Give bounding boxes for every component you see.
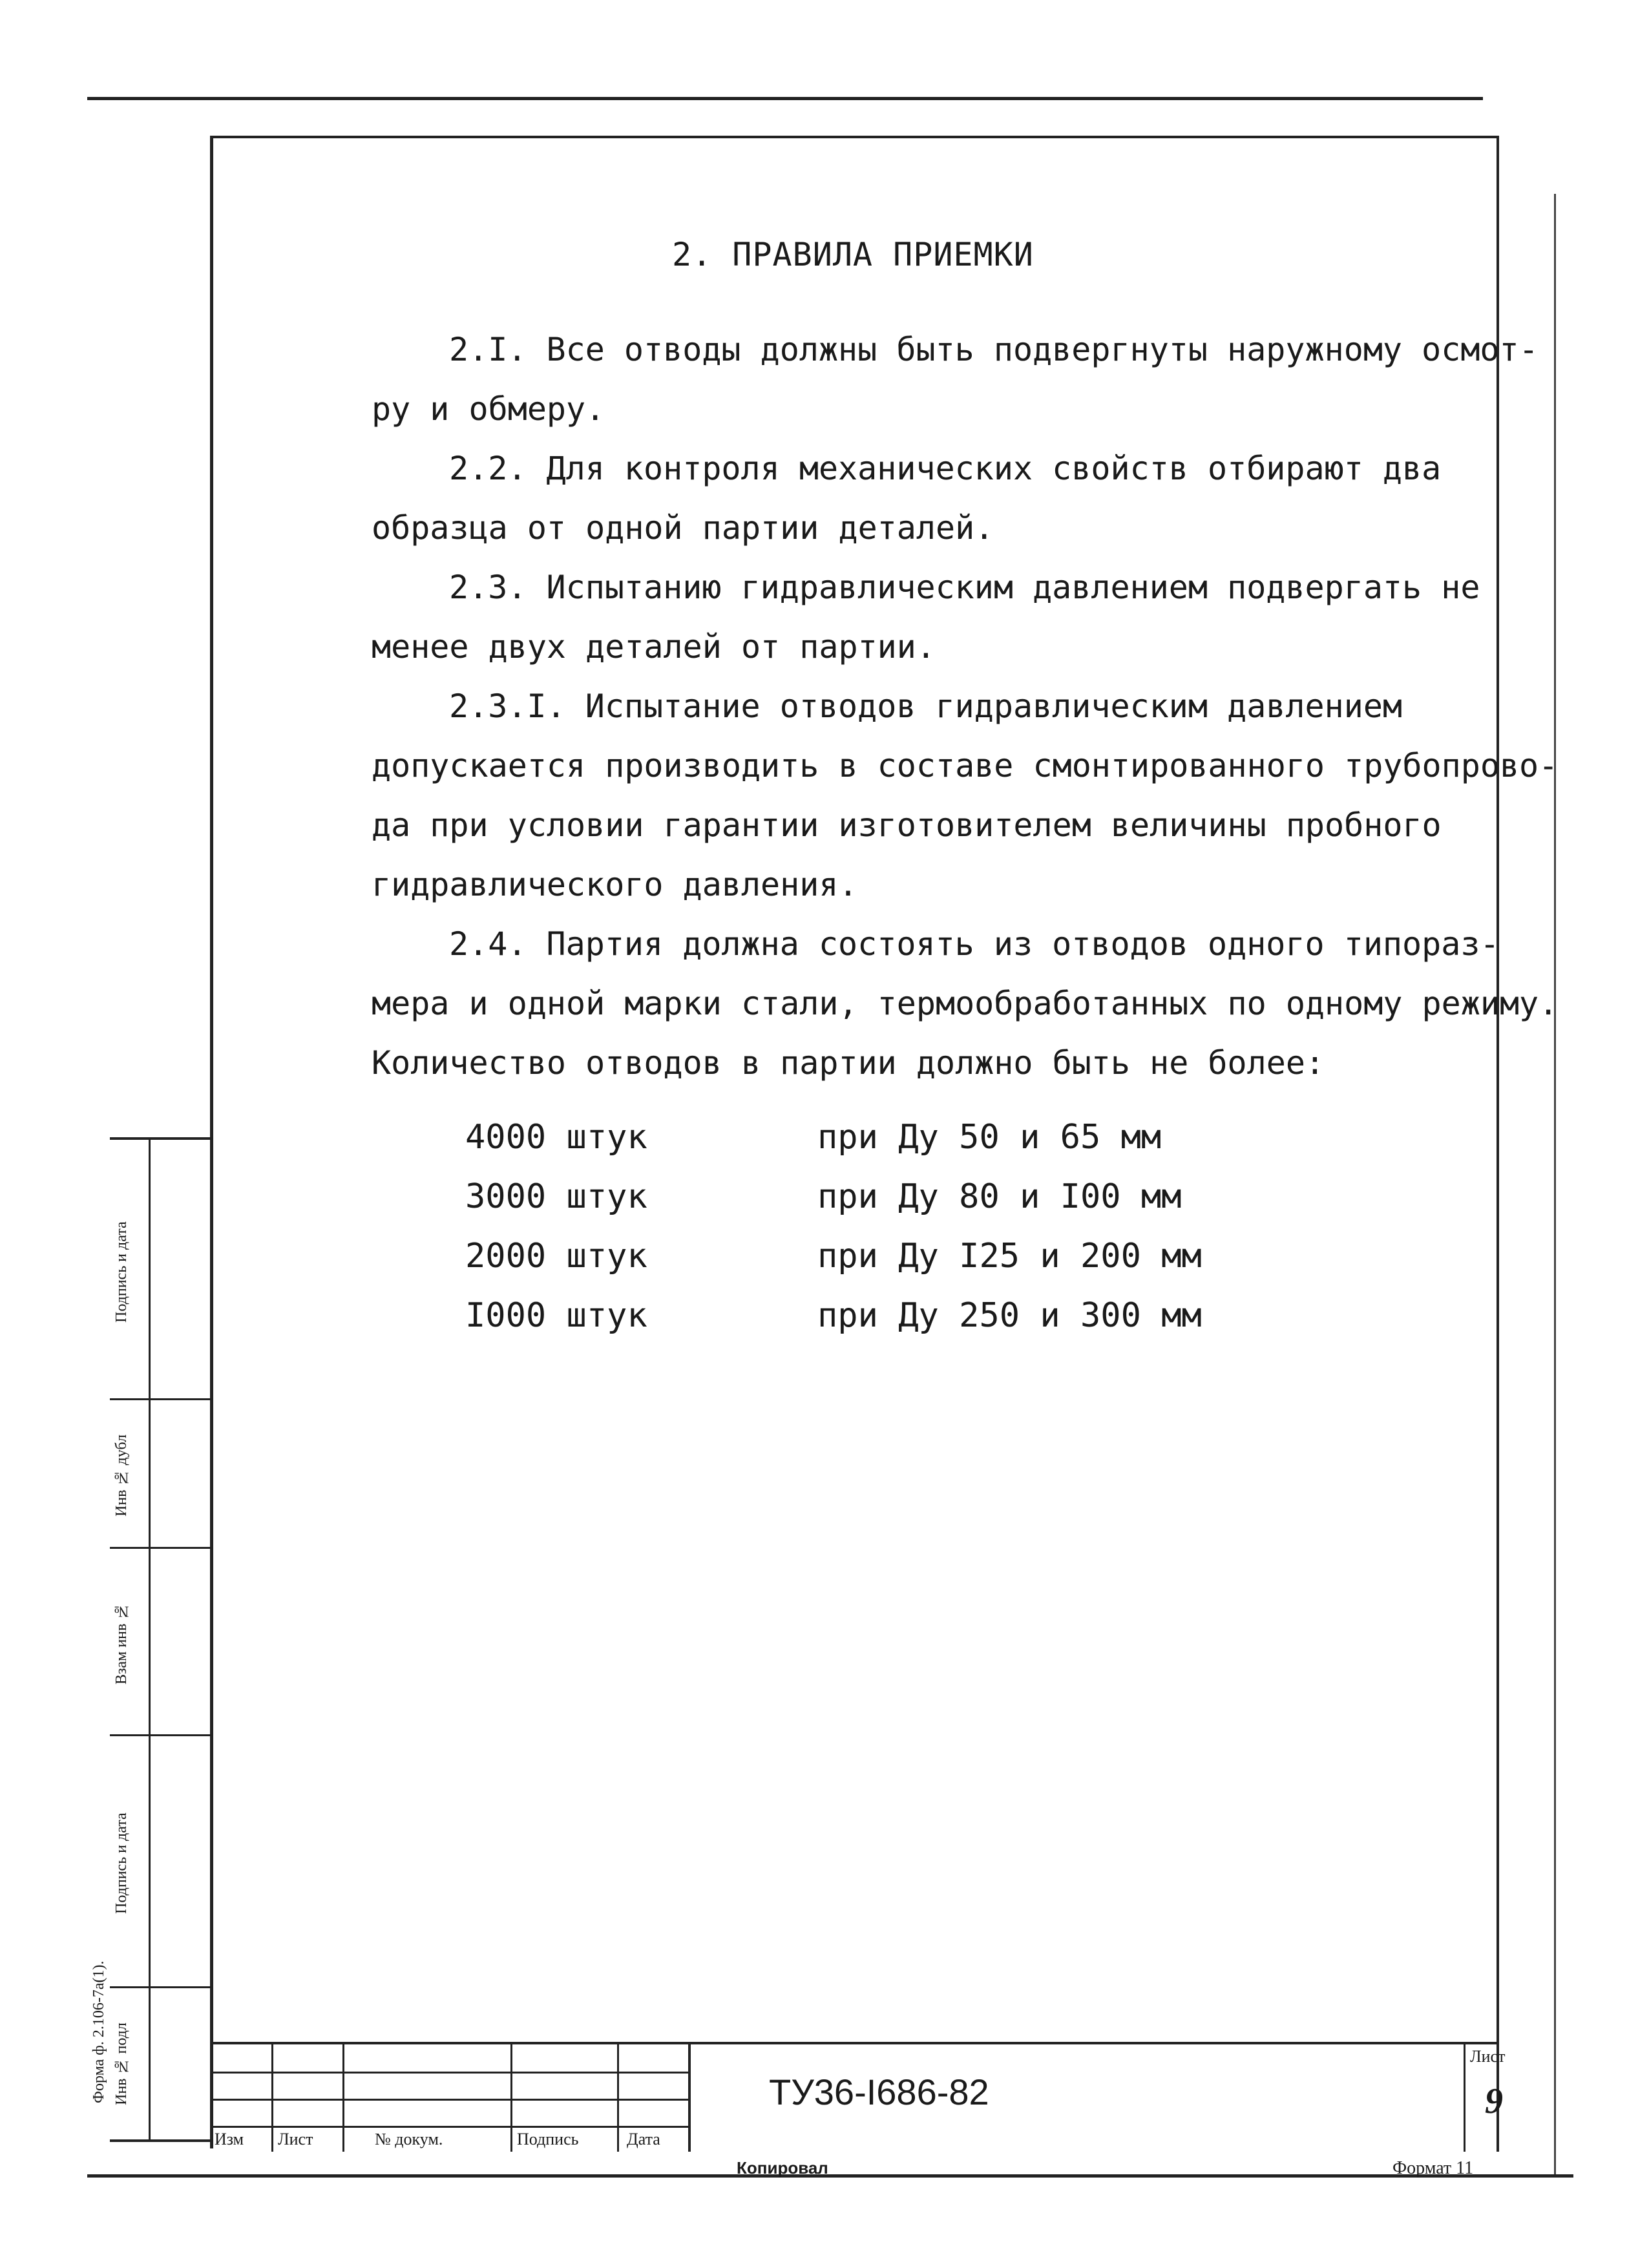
quantity-value: 3000 штук xyxy=(465,1177,647,1216)
para-2-3-1-line4: гидравлического давления. xyxy=(372,866,858,903)
margin-stamp xyxy=(110,1137,213,2142)
grid-line xyxy=(617,2044,619,2152)
para-2-3-1-line2: допускается производить в составе смонтированного трубопрово- xyxy=(372,747,1559,784)
para-2-1-line1: 2.I. Все отводы должны быть подвергнуты наружному осмот- xyxy=(449,331,1539,368)
header-dokum: № докум. xyxy=(375,2130,443,2148)
header-podpis: Подпись xyxy=(517,2130,579,2148)
sheet-label: Лист xyxy=(1470,2047,1506,2066)
para-2-3-line1: 2.3. Испытанию гидравлическим давлением подвергать не xyxy=(449,569,1480,606)
header-list: Лист xyxy=(278,2130,313,2148)
para-2-3-1-line3: да при условии гарантии изготовителем величины пробного xyxy=(372,806,1442,844)
stamp-podpis-data-1: Подпись и дата xyxy=(113,1221,130,1323)
stamp-divider xyxy=(110,1547,213,1549)
sheet-number: 9 xyxy=(1485,2081,1503,2121)
quantity-value: 4000 штук xyxy=(465,1118,647,1157)
para-2-2-line1: 2.2. Для контроля механических свойств отбирают два xyxy=(449,450,1442,487)
copied-label: Копировал xyxy=(737,2158,828,2178)
grid-line xyxy=(510,2044,512,2152)
stamp-divider xyxy=(110,1398,213,1400)
grid-line xyxy=(213,2072,688,2074)
para-2-3-1-line1: 2.3.I. Испытание отводов гидравлическим давлением xyxy=(449,688,1403,725)
quantity-condition: при Ду I25 и 200 мм xyxy=(817,1237,1202,1276)
form-code: Форма ф. 2.106-7а(1). xyxy=(90,1960,107,2104)
stamp-divider xyxy=(110,1986,213,1988)
quantity-condition: при Ду 250 и 300 мм xyxy=(817,1296,1202,1335)
grid-line xyxy=(342,2044,344,2152)
header-izm: Изм xyxy=(215,2130,244,2148)
grid-line xyxy=(271,2044,273,2152)
stamp-inv-podl: Инв № подл xyxy=(113,2022,130,2105)
right-edge-line xyxy=(1554,194,1556,2178)
para-2-4-line3: Количество отводов в партии должно быть не более: xyxy=(372,1044,1325,1082)
title-block-grid xyxy=(213,2044,691,2152)
quantity-condition: при Ду 50 и 65 мм xyxy=(817,1118,1162,1157)
format-label: Формат 11 xyxy=(1392,2158,1474,2178)
stamp-inv-dubl: Инв № дубл xyxy=(113,1434,130,1517)
grid-line xyxy=(213,2126,688,2128)
stamp-podpis-data-2: Подпись и дата xyxy=(113,1812,130,1915)
section-title: 2. ПРАВИЛА ПРИЕМКИ xyxy=(672,236,1034,273)
stamp-divider xyxy=(110,1734,213,1736)
header-data: Дата xyxy=(627,2130,660,2148)
para-2-4-line2: мера и одной марки стали, термообработанных по одному режиму. xyxy=(372,985,1559,1022)
para-2-3-line2: менее двух деталей от партии. xyxy=(372,628,936,666)
top-rule xyxy=(87,97,1483,100)
para-2-2-line2: образца от одной партии деталей. xyxy=(372,509,994,547)
para-2-4-line1: 2.4. Партия должна состоять из отводов одного типораз- xyxy=(449,925,1500,963)
para-2-1-line2: ру и обмеру. xyxy=(372,390,605,428)
document-code: ТУ36-I686-82 xyxy=(769,2072,989,2112)
quantity-value: 2000 штук xyxy=(465,1237,647,1276)
stamp-vzam-inv: Взам инв № xyxy=(113,1602,130,1685)
bottom-rule xyxy=(87,2174,1573,2178)
quantity-value: I000 штук xyxy=(465,1296,647,1335)
quantity-condition: при Ду 80 и I00 мм xyxy=(817,1177,1182,1216)
grid-line xyxy=(213,2099,688,2101)
